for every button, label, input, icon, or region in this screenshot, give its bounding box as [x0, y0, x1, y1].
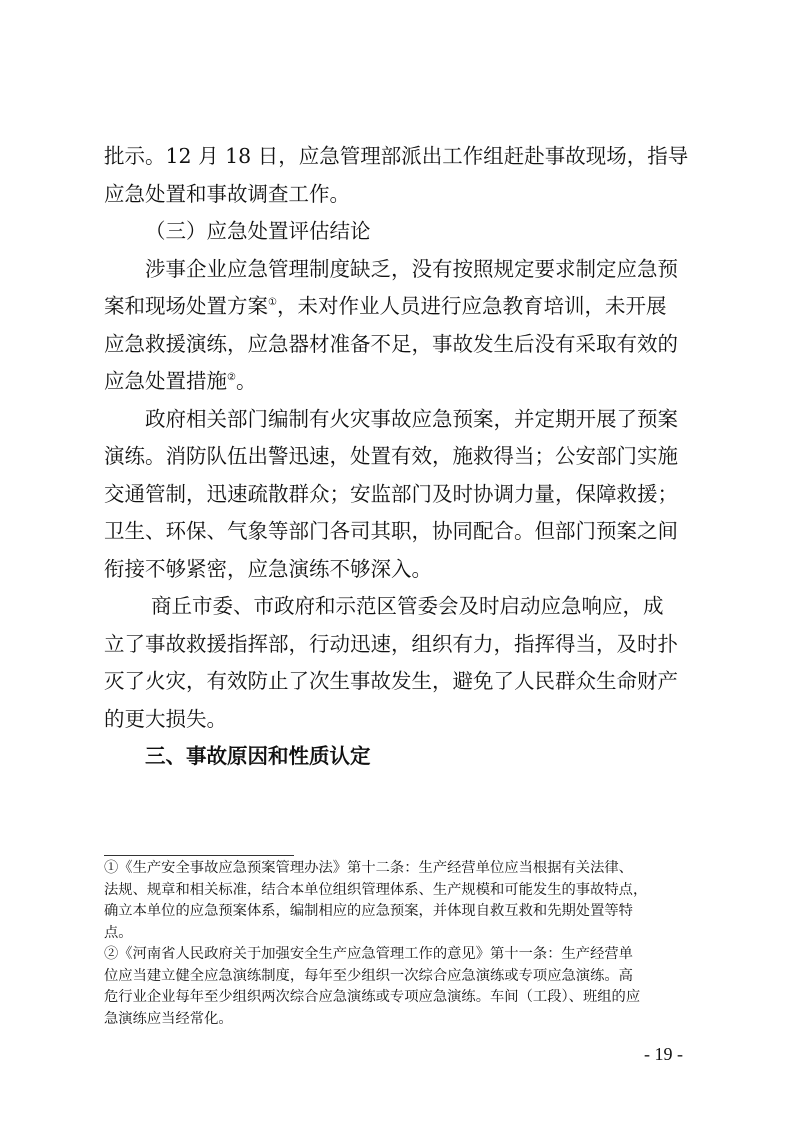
text-line: 应急救援演练，应急器材准备不足，事故发生后没有采取有效的 — [104, 331, 678, 356]
footnote-divider — [104, 855, 294, 856]
footnotes — [104, 858, 700, 1030]
footnote-ref-1[interactable]: ① — [268, 297, 277, 309]
footnote-line: 法规、规章和相关标准，结合本单位组织管理体系、生产规模和可能发生的事故特点， — [104, 881, 648, 898]
footnote-ref-2[interactable]: ② — [227, 372, 236, 384]
text-line: 灭了火灾，有效防止了次生事故发生，避免了人民群众生命财产 — [104, 669, 678, 693]
text-line: 衔接不够紧密，应急演练不够深入。 — [104, 556, 432, 581]
text-line: 商丘市委、市政府和示范区管委会及时启动应急响应，成 — [151, 594, 664, 618]
text-segment: 应急处置措施 — [104, 369, 227, 393]
footnote-line: 急演练应当经常化。 — [104, 1010, 233, 1027]
footnote-1 — [104, 858, 700, 944]
footnote-line: ②《河南省人民政府关于加强安全生产应急管理工作的意见》第十一条：生产经营单 — [104, 946, 633, 962]
text-line: 涉事企业应急管理制度缺乏，没有按照规定要求制定应急预 — [145, 256, 678, 281]
text-line: 政府相关部门编制有火灾事故应急预案，并定期开展了预案 — [145, 406, 678, 431]
section-heading-3: （三）应急处置评估结论 — [145, 219, 371, 243]
text-line: 交通管制，迅速疏散群众；安监部门及时协调力量，保障救援； — [104, 481, 678, 506]
footnote-line: ①《生产安全事故应急预案管理办法》第十二条：生产经营单位应当根据有关法律、 — [104, 860, 633, 876]
footnote-line: 位应当建立健全应急演练制度，每年至少组织一次综合应急演练或专项应急演练。高 — [104, 967, 633, 984]
footnote-line: 确立本单位的应急预案体系，编制相应的应急预案，并体现自救互救和先期处置等特 — [104, 903, 633, 919]
text-line-with-footnote — [104, 363, 694, 401]
text-line: 的更大损失。 — [104, 706, 227, 731]
footnote-2 — [104, 944, 700, 1030]
text-segment: ，未对作业人员进行应急教育培训，未开展 — [276, 294, 667, 318]
main-text — [104, 138, 694, 776]
text-line: 立了事故救援指挥部，行动迅速，组织有力，指挥得当，及时扑 — [104, 631, 678, 656]
text-segment: 案和现场处置方案 — [104, 294, 268, 318]
page-number: - 19 - — [644, 1044, 683, 1064]
text-segment: 。 — [235, 369, 257, 393]
footnote-line: 点。 — [104, 924, 133, 941]
text-line: 卫生、环保、气象等部门各司其职，协同配合。但部门预案之间 — [104, 519, 678, 543]
footnote-line: 危行业企业每年至少组织两次综合应急演练或专项应急演练。车间（工段）、班组的应 — [104, 989, 641, 1005]
text-line: 批示。12 月 18 日，应急管理部派出工作组赶赴事故现场，指导 — [104, 144, 689, 168]
text-line: 演练。消防队伍出警迅速，处置有效，施救得当；公安部门实施 — [104, 444, 678, 468]
section-heading: 三、事故原因和性质认定 — [145, 744, 371, 768]
text-line-with-footnote — [104, 288, 694, 326]
text-line: 应急处置和事故调查工作。 — [104, 181, 350, 206]
